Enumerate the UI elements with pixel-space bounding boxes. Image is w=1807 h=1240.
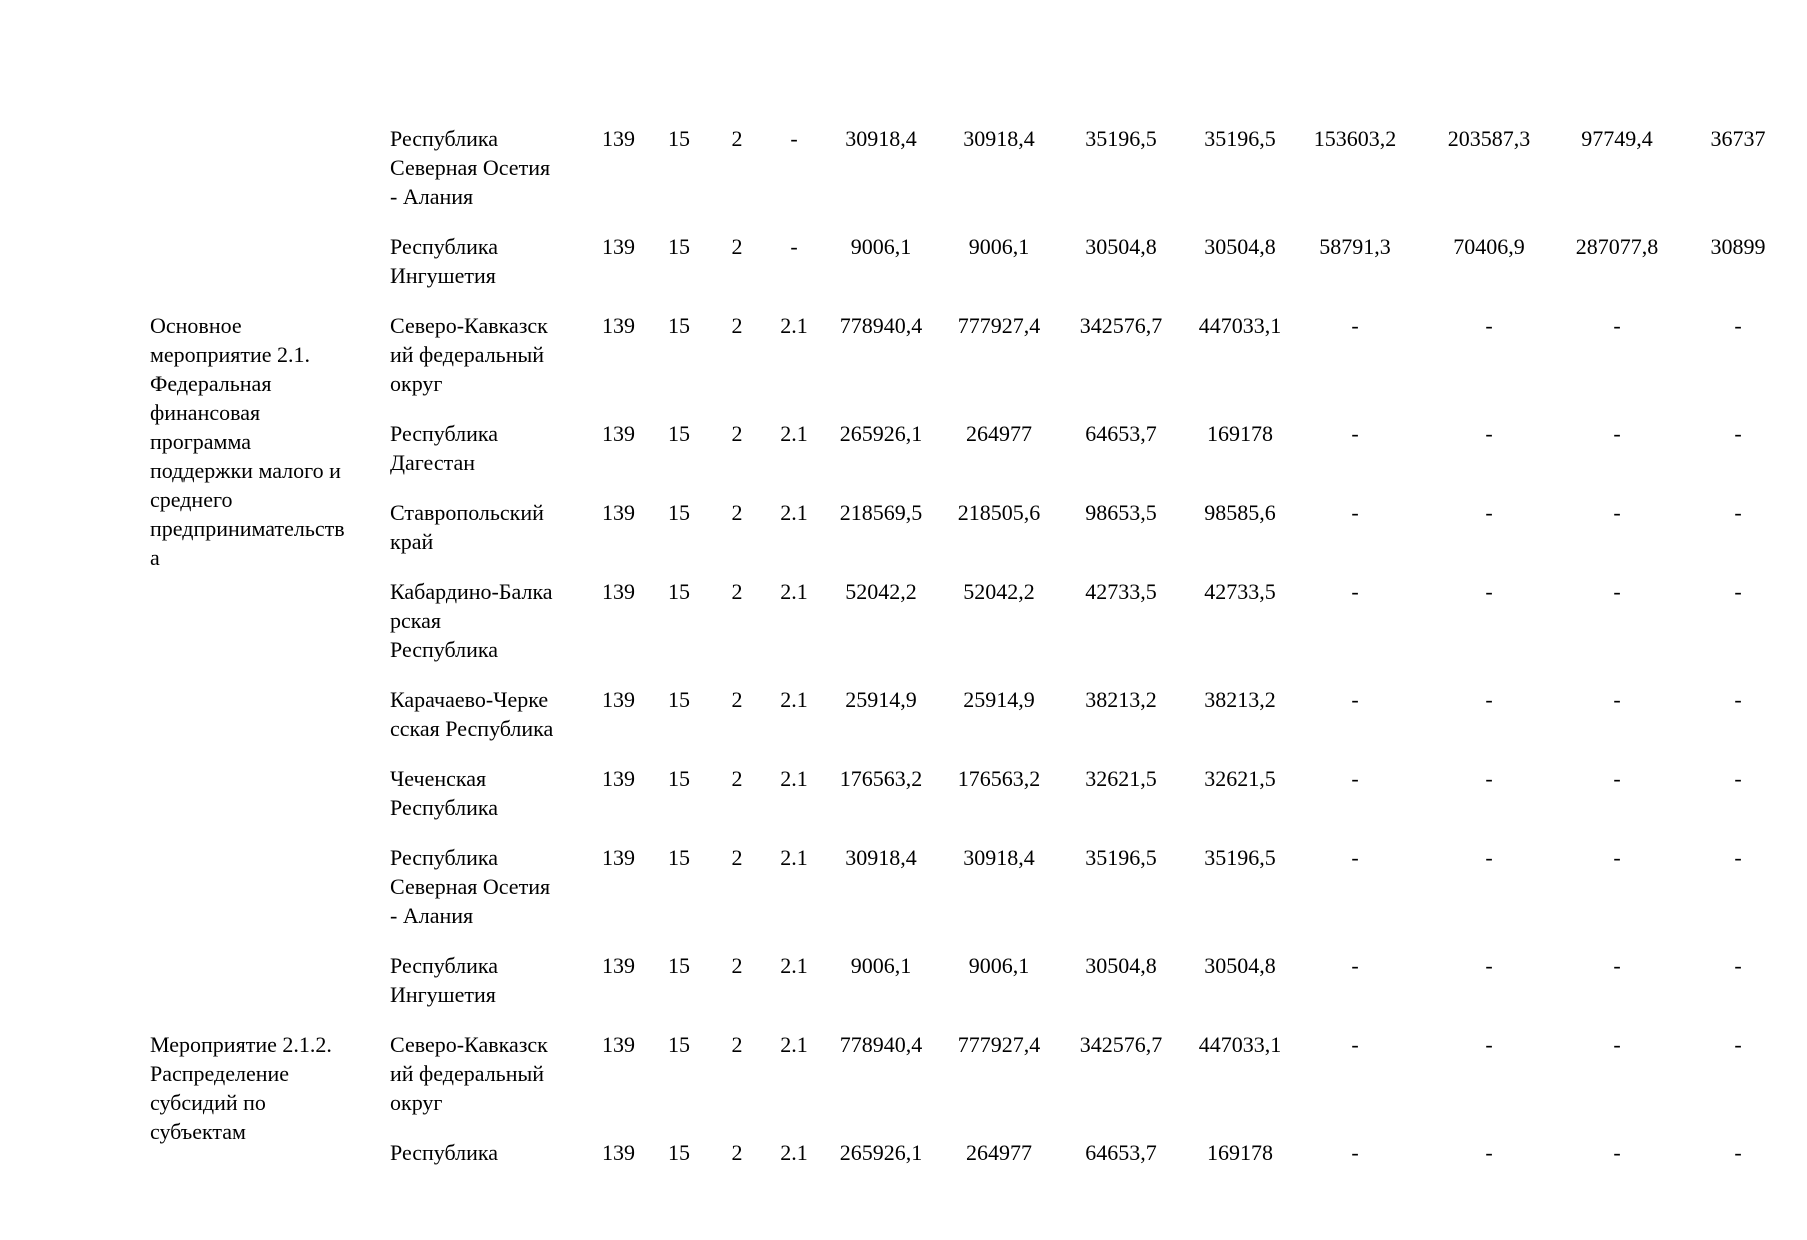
cell-value: 30504,8 — [1204, 953, 1276, 978]
cell-value: 139 — [602, 687, 635, 712]
cell-value: 2.1 — [780, 421, 808, 446]
cell-value: - — [1613, 313, 1621, 338]
cell-value: - — [1613, 766, 1621, 791]
cell-value: 2 — [731, 234, 743, 259]
cell-value: - — [1351, 687, 1359, 712]
cell-value: 98653,5 — [1085, 500, 1157, 525]
cell-value: - — [1351, 845, 1359, 870]
cell-value: 265926,1 — [839, 421, 923, 446]
cell-value: 35196,5 — [1085, 126, 1157, 151]
cell-value: 52042,2 — [963, 579, 1035, 604]
cell-value: - — [1613, 953, 1621, 978]
cell-value: 25914,9 — [845, 687, 917, 712]
cell-value: 98585,6 — [1204, 500, 1276, 525]
cell-value: 169178 — [1207, 1140, 1273, 1165]
cell-value: 139 — [602, 313, 635, 338]
cell-value: - — [1351, 313, 1359, 338]
cell-value: 15 — [668, 845, 690, 870]
cell-value: 15 — [668, 421, 690, 446]
cell-value: - — [1351, 953, 1359, 978]
cell-value: - — [1485, 1140, 1493, 1165]
cell-value: 2.1 — [780, 313, 808, 338]
cell-value: 342576,7 — [1079, 1032, 1163, 1057]
cell-value: 38213,2 — [1204, 687, 1276, 712]
region-name: Чеченская Республика — [390, 766, 499, 820]
cell-value: - — [1485, 500, 1493, 525]
cell-value: - — [790, 234, 798, 259]
cell-value: 15 — [668, 687, 690, 712]
cell-value: 30918,4 — [845, 126, 917, 151]
cell-value: 2.1 — [780, 1140, 808, 1165]
table-row — [150, 843, 1807, 951]
program-name: Основное мероприятие 2.1. Федеральная финансовая программа поддержки малого и среднего предпринимательств а — [150, 313, 345, 570]
cell-value: 265926,1 — [839, 1140, 923, 1165]
cell-value: - — [1485, 313, 1493, 338]
region-name: Ставропольский край — [390, 500, 544, 554]
cell-value: 9006,1 — [968, 953, 1030, 978]
cell-value: 42733,5 — [1204, 579, 1276, 604]
program-name: Мероприятие 2.1.2. Распределение субсидий по субъектам — [150, 1032, 332, 1144]
region-name: Республика Северная Осетия - Алания — [390, 126, 551, 209]
cell-value: 2.1 — [780, 953, 808, 978]
cell-value: - — [1734, 313, 1742, 338]
cell-value: - — [1485, 953, 1493, 978]
budget-table — [150, 124, 1807, 1188]
cell-value: - — [1734, 500, 1742, 525]
region-name: Северо-Кавказск ий федеральный округ — [390, 1032, 548, 1115]
cell-value: 139 — [602, 1140, 635, 1165]
table-body — [150, 124, 1807, 1188]
region-name: Республика Дагестан — [390, 421, 499, 475]
cell-value: 35196,5 — [1204, 126, 1276, 151]
cell-value: 218505,6 — [957, 500, 1041, 525]
cell-value: 38213,2 — [1085, 687, 1157, 712]
cell-value: 97749,4 — [1581, 126, 1653, 151]
cell-value: 2 — [731, 313, 743, 338]
cell-value: 447033,1 — [1198, 313, 1282, 338]
cell-value: - — [1734, 1032, 1742, 1057]
cell-value: 2.1 — [780, 500, 808, 525]
cell-value: - — [1734, 845, 1742, 870]
cell-value: 30504,8 — [1085, 234, 1157, 259]
cell-value: 2 — [731, 687, 743, 712]
cell-value: - — [1613, 1032, 1621, 1057]
cell-value: 2.1 — [780, 766, 808, 791]
cell-value: - — [1734, 766, 1742, 791]
cell-value: 153603,2 — [1313, 126, 1397, 151]
cell-value: 2.1 — [780, 845, 808, 870]
cell-value: - — [1613, 579, 1621, 604]
cell-value: 218569,5 — [839, 500, 923, 525]
table-row — [150, 232, 1807, 311]
cell-value: - — [1734, 421, 1742, 446]
cell-value: 777927,4 — [957, 1032, 1041, 1057]
cell-value: 58791,3 — [1319, 234, 1391, 259]
cell-value: - — [1351, 766, 1359, 791]
cell-value: 139 — [602, 1032, 635, 1057]
cell-value: - — [790, 126, 798, 151]
cell-value: 15 — [668, 126, 690, 151]
cell-value: 2 — [731, 1140, 743, 1165]
cell-value: 2 — [731, 126, 743, 151]
cell-value: 15 — [668, 313, 690, 338]
cell-value: - — [1613, 1140, 1621, 1165]
cell-value: - — [1351, 500, 1359, 525]
cell-value: 139 — [602, 766, 635, 791]
cell-value: 15 — [668, 1140, 690, 1165]
region-name: Республика Ингушетия — [390, 953, 499, 1007]
cell-value: 139 — [602, 953, 635, 978]
table-row — [150, 1030, 1807, 1138]
cell-value: 42733,5 — [1085, 579, 1157, 604]
cell-value: 15 — [668, 766, 690, 791]
cell-value: 342576,7 — [1079, 313, 1163, 338]
cell-value: 30918,4 — [963, 845, 1035, 870]
cell-value: 30918,4 — [845, 845, 917, 870]
cell-value: 139 — [602, 500, 635, 525]
table-row — [150, 951, 1807, 1030]
cell-value: 32621,5 — [1085, 766, 1157, 791]
cell-value: - — [1485, 687, 1493, 712]
table-row — [150, 498, 1807, 577]
cell-value: 139 — [602, 845, 635, 870]
cell-value: 15 — [668, 500, 690, 525]
cell-value: 2 — [731, 953, 743, 978]
cell-value: - — [1351, 421, 1359, 446]
cell-value: 30504,8 — [1204, 234, 1276, 259]
cell-value: 176563,2 — [839, 766, 923, 791]
cell-value: - — [1485, 1032, 1493, 1057]
cell-value: - — [1485, 766, 1493, 791]
cell-value: 30899 — [1710, 234, 1766, 259]
cell-value: - — [1485, 421, 1493, 446]
cell-value: 30918,4 — [963, 126, 1035, 151]
cell-value: 778940,4 — [839, 1032, 923, 1057]
cell-value: 139 — [602, 579, 635, 604]
cell-value: - — [1485, 845, 1493, 870]
cell-value: 2 — [731, 845, 743, 870]
cell-value: 15 — [668, 234, 690, 259]
table-row — [150, 685, 1807, 764]
cell-value: 32621,5 — [1204, 766, 1276, 791]
cell-value: 15 — [668, 1032, 690, 1057]
table-row — [150, 311, 1807, 419]
cell-value: 25914,9 — [963, 687, 1035, 712]
cell-value: 176563,2 — [957, 766, 1041, 791]
region-name: Северо-Кавказск ий федеральный округ — [390, 313, 548, 396]
cell-value: 2 — [731, 1032, 743, 1057]
cell-value: 264977 — [966, 1140, 1032, 1165]
cell-value: 70406,9 — [1453, 234, 1525, 259]
cell-value: 2.1 — [780, 1032, 808, 1057]
cell-value: 52042,2 — [845, 579, 917, 604]
table-row — [150, 577, 1807, 685]
cell-value: 777927,4 — [957, 313, 1041, 338]
cell-value: - — [1734, 579, 1742, 604]
cell-value: - — [1734, 953, 1742, 978]
cell-value: 447033,1 — [1198, 1032, 1282, 1057]
cell-value: 203587,3 — [1447, 126, 1531, 151]
cell-value: 2.1 — [780, 687, 808, 712]
cell-value: 9006,1 — [968, 234, 1030, 259]
cell-value: 64653,7 — [1085, 1140, 1157, 1165]
cell-value: 35196,5 — [1085, 845, 1157, 870]
cell-value: 15 — [668, 579, 690, 604]
cell-value: 169178 — [1207, 421, 1273, 446]
cell-value: - — [1613, 845, 1621, 870]
cell-value: 139 — [602, 234, 635, 259]
cell-value: 287077,8 — [1575, 234, 1659, 259]
cell-value: 2 — [731, 421, 743, 446]
cell-value: - — [1485, 579, 1493, 604]
cell-value: - — [1351, 579, 1359, 604]
region-name: Кабардино-Балка рская Республика — [390, 579, 553, 662]
cell-value: 264977 — [966, 421, 1032, 446]
cell-value: - — [1613, 687, 1621, 712]
table-row — [150, 124, 1807, 232]
cell-value: 139 — [602, 421, 635, 446]
cell-value: 9006,1 — [850, 953, 912, 978]
cell-value: - — [1734, 1140, 1742, 1165]
cell-value: - — [1351, 1140, 1359, 1165]
cell-value: 35196,5 — [1204, 845, 1276, 870]
cell-value: - — [1734, 687, 1742, 712]
table-row — [150, 764, 1807, 843]
cell-value: 36737 — [1710, 126, 1766, 151]
cell-value: - — [1351, 1032, 1359, 1057]
cell-value: 2 — [731, 579, 743, 604]
cell-value: 30504,8 — [1085, 953, 1157, 978]
region-name: Карачаево-Черке сская Республика — [390, 687, 554, 741]
cell-value: 139 — [602, 126, 635, 151]
table-row — [150, 1138, 1807, 1188]
cell-value: 15 — [668, 953, 690, 978]
region-name: Республика — [390, 1140, 499, 1165]
region-name: Республика Ингушетия — [390, 234, 499, 288]
cell-value: 2.1 — [780, 579, 808, 604]
program-name — [150, 124, 390, 311]
cell-value: - — [1613, 421, 1621, 446]
cell-value: 778940,4 — [839, 313, 923, 338]
cell-value: 2 — [731, 766, 743, 791]
cell-value: 9006,1 — [850, 234, 912, 259]
table-row — [150, 419, 1807, 498]
cell-value: 2 — [731, 500, 743, 525]
cell-value: - — [1613, 500, 1621, 525]
region-name: Республика Северная Осетия - Алания — [390, 845, 551, 928]
cell-value: 64653,7 — [1085, 421, 1157, 446]
